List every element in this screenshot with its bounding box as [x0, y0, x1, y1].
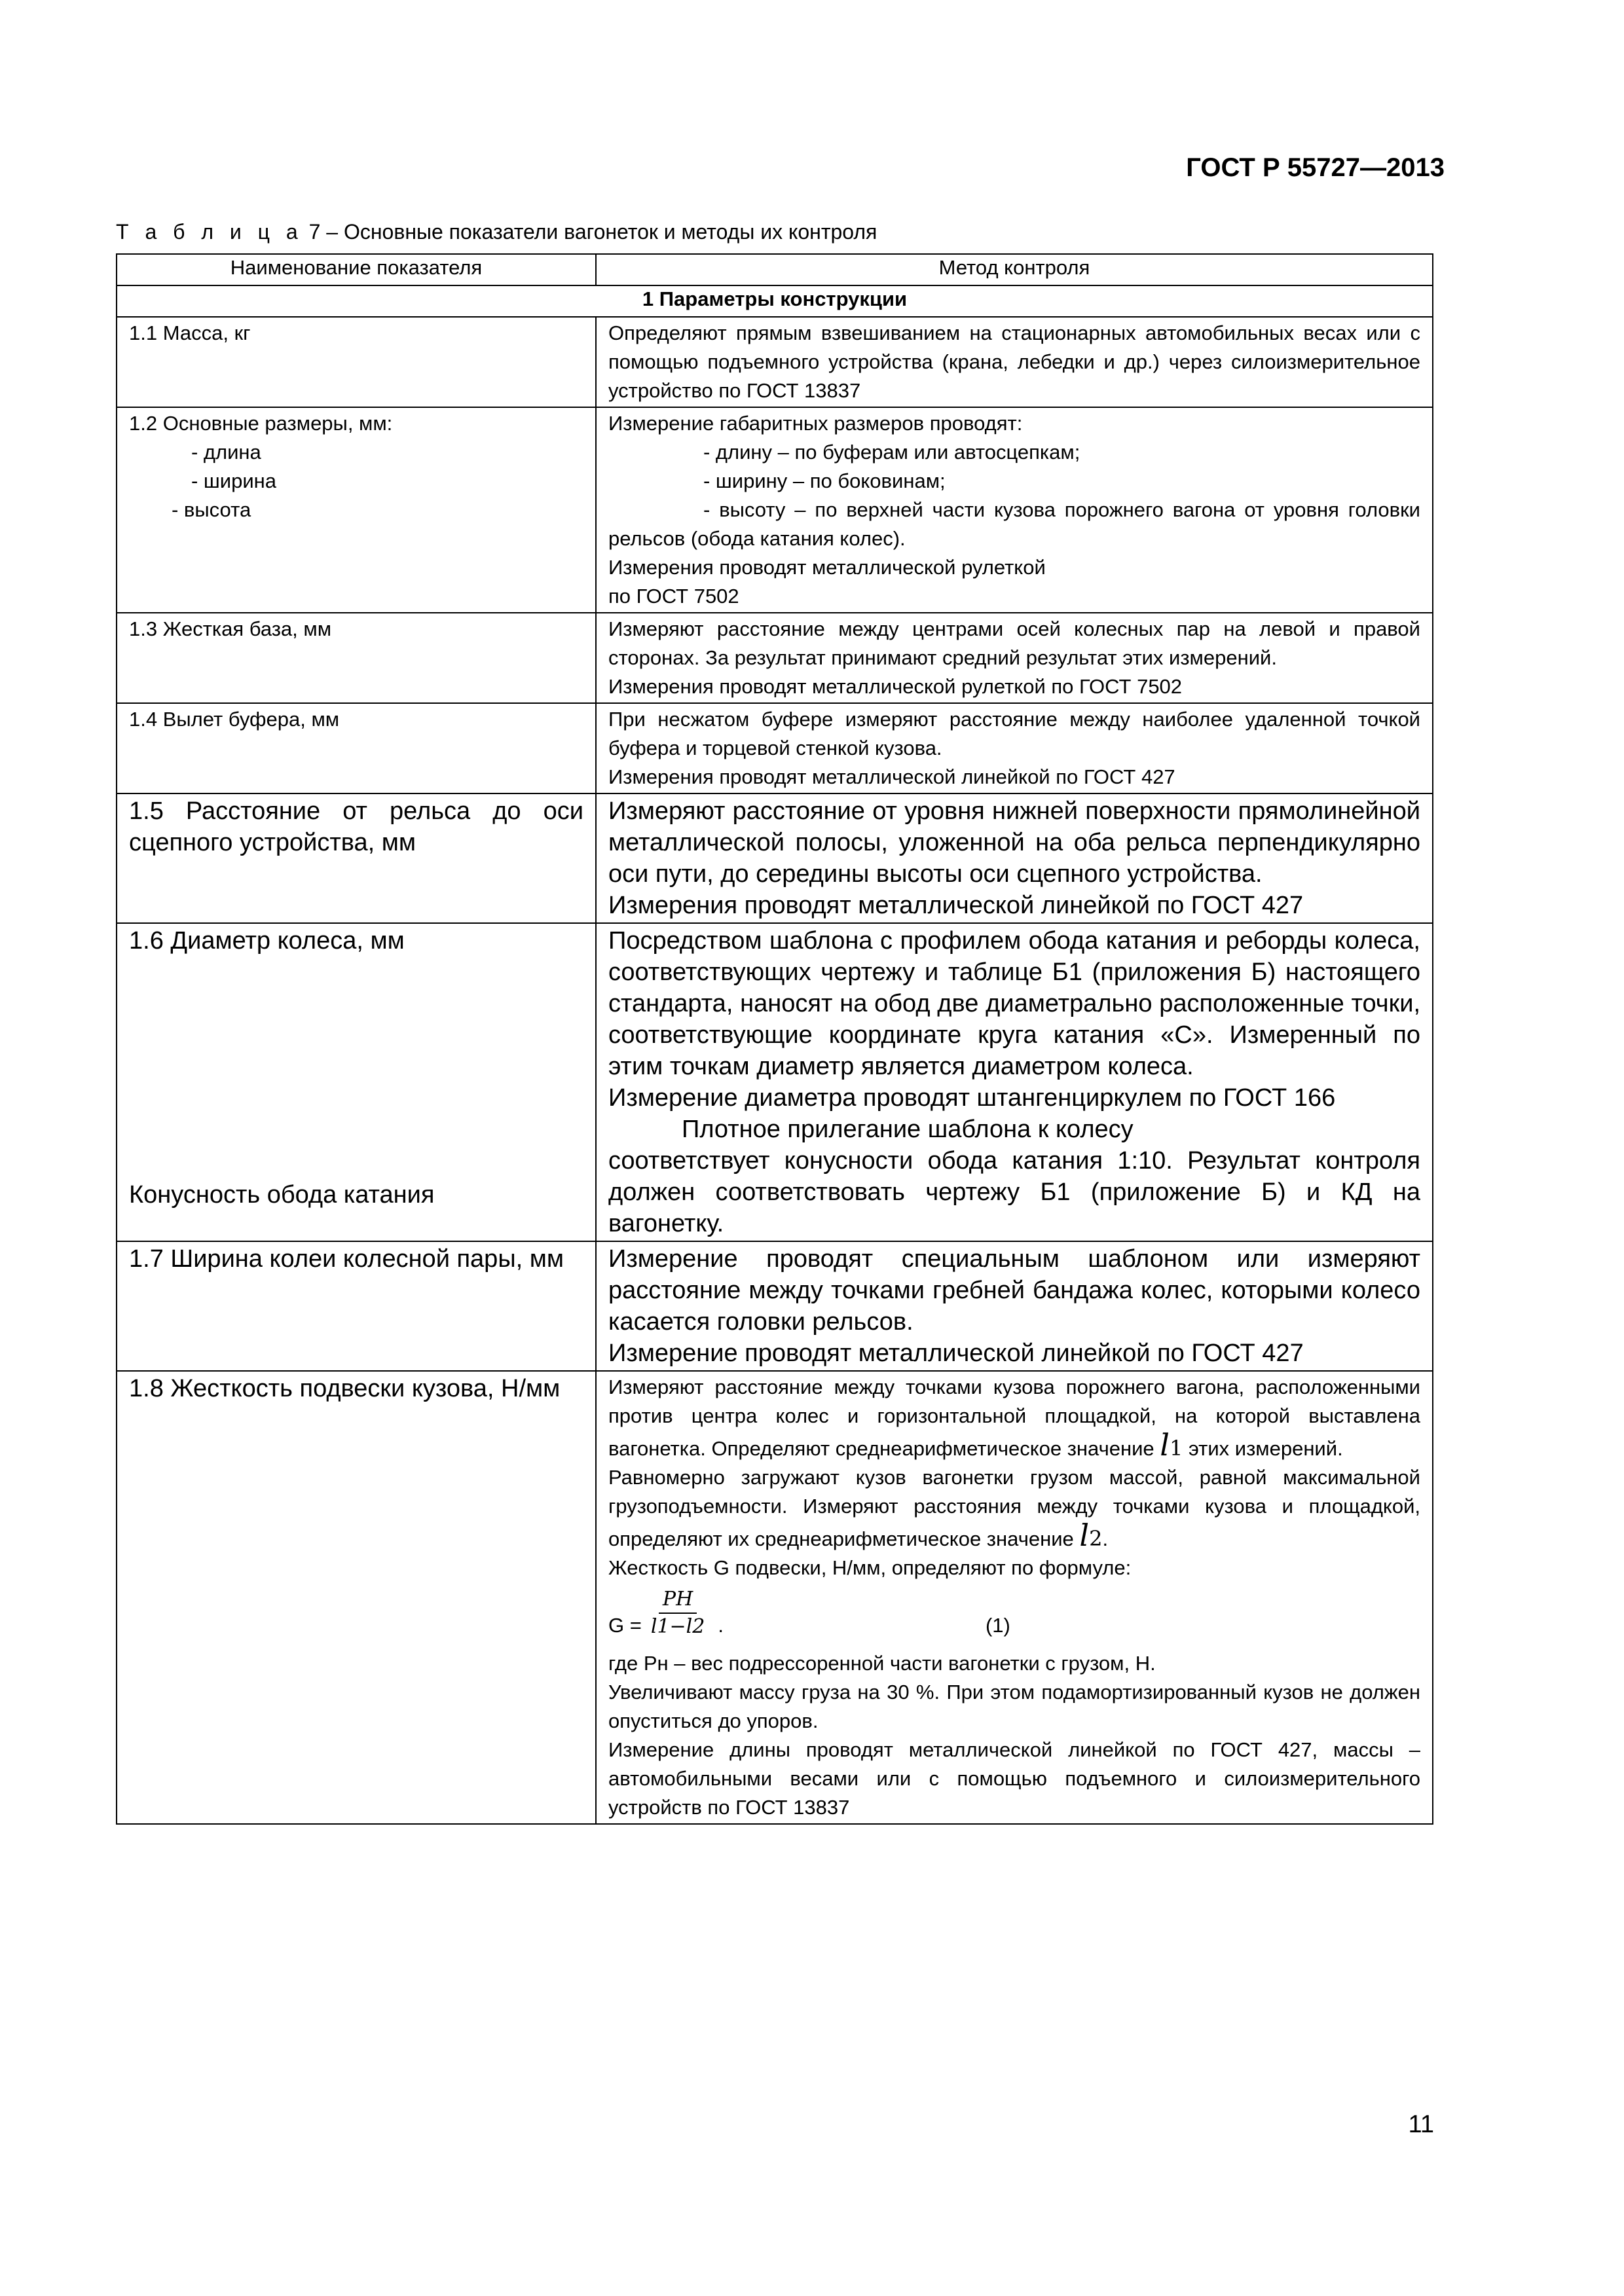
section-row	[117, 285, 1433, 317]
indicator-name: 1.8 Жесткость подвески кузова, Н/мм	[117, 1371, 596, 1824]
indicator-name: 1.4 Вылет буфера, мм	[117, 703, 596, 793]
method-paragraph: Измерение проводят специальным шаблоном или измеряют расстояние между точками гребней бандажа колес, которыми колесо касается головки рельсов.	[608, 1245, 1420, 1336]
method-paragraph: Жесткость G подвески, Н/мм, определяют по формуле:	[608, 1556, 1132, 1579]
method-paragraph: Измерения проводят металлической рулеткой	[608, 556, 1046, 579]
section-title: 1 Параметры конструкции	[117, 285, 1433, 317]
formula-denominator: l1−l2	[650, 1615, 705, 1638]
control-method: Определяют прямым взвешиванием на стационарных автомобильных весах или с помощью подъемного устройства (крана, лебедки и др.) через силоизмерительное устройство по ГОСТ 13837	[596, 317, 1433, 407]
formula-lhs: G =	[608, 1614, 642, 1637]
method-paragraph: Посредством шаблона с профилем обода катания и реборды колеса, соответствующих чертежу и таблице Б1 (приложения Б) настоящего стандарта, наносят на обод две диаметрально расположенные точки, соответствующие координате круга катания «С». Измеренный по этим точкам диаметр является диаметром колеса.	[608, 927, 1420, 1080]
method-cell	[596, 793, 1433, 923]
variable-subscript: 1	[1170, 1436, 1183, 1461]
table-row	[117, 407, 1433, 613]
formula-dot: .	[718, 1614, 724, 1637]
method-paragraph: Измерение габаритных размеров проводят:	[608, 412, 1023, 435]
method-paragraph: где Рн – вес подрессоренной части вагонетки с грузом, Н.	[608, 1652, 1156, 1675]
method-paragraph: Измерения проводят металлической линейкой по ГОСТ 427	[608, 892, 1304, 919]
method-list-item: - высоту – по верхней части кузова порожнего вагона от уровня головки рельсов (обода катания колес).	[608, 498, 1420, 550]
method-paragraph: Измеряют расстояние от уровня нижней поверхности прямолинейной металлической полосы, уложенной на оба рельса перпендикулярно оси пути, до середины высоты оси сцепного устройства.	[608, 797, 1420, 888]
table-caption-text: 7 – Основные показатели вагонеток и методы их контроля	[303, 220, 877, 244]
method-cell	[596, 407, 1433, 613]
variable-subscript: 2	[1089, 1526, 1103, 1551]
method-paragraph	[608, 1463, 1420, 1554]
table-caption	[116, 220, 877, 244]
method-paragraph: Измерение длины проводят металлической линейкой по ГОСТ 427, массы – автомобильными весами или с помощью подъемного и силоизмерительного устройств по ГОСТ 13837	[608, 1738, 1420, 1819]
indicator-subitem: - длина	[191, 441, 261, 464]
method-paragraph: Измерение проводят металлической линейкой по ГОСТ 427	[608, 1339, 1304, 1367]
method-cell	[596, 1241, 1433, 1371]
method-paragraph: по ГОСТ 7502	[608, 585, 739, 608]
indicator-subitem: - ширина	[191, 469, 277, 492]
indicator-name: 1.6 Диаметр колеса, мм	[129, 927, 405, 955]
table-row	[117, 923, 1433, 1241]
indicator-name: 1.2 Основные размеры, мм:	[129, 412, 393, 435]
equation-number: (1)	[985, 1614, 1010, 1637]
variable-l1	[1160, 1427, 1183, 1463]
method-paragraph: Измерение диаметра проводят штангенциркулем по ГОСТ 166	[608, 1084, 1336, 1112]
method-cell	[596, 703, 1433, 793]
formula-fraction	[651, 1586, 705, 1640]
method-paragraph	[608, 1373, 1420, 1463]
method-text: этих измерений.	[1183, 1437, 1343, 1460]
method-text: Равномерно загружают кузов вагонетки грузом массой, равной максимальной грузоподъемности. Измеряют расстояния между точками кузова и площадкой, определяют их среднеарифметическое значение	[608, 1466, 1420, 1550]
method-paragraph: соответствует конусности обода катания 1:10. Результат контроля должен соответствовать чертежу Б1 (приложение Б) и КД на вагонетку.	[608, 1147, 1420, 1237]
spacer	[129, 957, 583, 1179]
indicator-name: 1.3 Жесткая база, мм	[117, 613, 596, 703]
method-paragraph: Плотное прилегание шаблона к колесу	[682, 1116, 1134, 1143]
method-list-item: - ширину – по боковинам;	[703, 469, 946, 492]
column-header-indicator: Наименование показателя	[117, 254, 596, 285]
indicators-table	[116, 253, 1433, 1825]
formula	[608, 1586, 1420, 1640]
indicator-subitem: - высота	[172, 498, 251, 521]
indicator-name: Конусность обода катания	[129, 1181, 435, 1209]
table-row	[117, 613, 1433, 703]
method-paragraph: Измерения проводят металлической рулеткой по ГОСТ 7502	[608, 675, 1183, 698]
document-code: ГОСТ Р 55727—2013	[1186, 153, 1445, 182]
table-header-row	[117, 254, 1433, 285]
method-cell	[596, 1371, 1433, 1824]
table-row	[117, 317, 1433, 407]
method-cell	[596, 923, 1433, 1241]
formula-numerator: PH	[659, 1586, 697, 1614]
variable-symbol: l	[1079, 1518, 1090, 1553]
table-row	[117, 1371, 1433, 1824]
indicator-name: 1.1 Масса, кг	[117, 317, 596, 407]
method-paragraph: Измеряют расстояние между центрами осей колесных пар на левой и правой сторонах. За результат принимают средний результат этих измерений.	[608, 617, 1420, 669]
table-row	[117, 793, 1433, 923]
method-text: Измеряют расстояние между точками кузова порожнего вагона, расположенными против центра колес и горизонтальной площадкой, на которой выставлена вагонетка. Определяют среднеарифметическое значение	[608, 1376, 1420, 1460]
method-text: .	[1102, 1527, 1109, 1550]
method-paragraph: Увеличивают массу груза на 30 %. При этом подамортизированный кузов не должен опуститься до упоров.	[608, 1681, 1420, 1732]
method-cell	[596, 613, 1433, 703]
method-paragraph: Измерения проводят металлической линейкой по ГОСТ 427	[608, 765, 1175, 788]
table-caption-prefix: Т а б л и ц а	[116, 220, 303, 244]
method-list-item: - длину – по буферам или автосцепкам;	[703, 441, 1080, 464]
indicator-name: 1.7 Ширина колеи колесной пары, мм	[117, 1241, 596, 1371]
table-row	[117, 1241, 1433, 1371]
variable-l2	[1079, 1518, 1102, 1553]
page-number: 11	[1408, 2111, 1434, 2138]
indicator-cell	[117, 923, 596, 1241]
column-header-method: Метод контроля	[596, 254, 1433, 285]
method-paragraph: При несжатом буфере измеряют расстояние между наиболее удаленной точкой буфера и торцевой стенкой кузова.	[608, 708, 1420, 759]
indicator-cell	[117, 407, 596, 613]
indicator-name: 1.5 Расстояние от рельса до оси сцепного устройства, мм	[117, 793, 596, 923]
table-row	[117, 703, 1433, 793]
variable-symbol: l	[1160, 1427, 1170, 1463]
